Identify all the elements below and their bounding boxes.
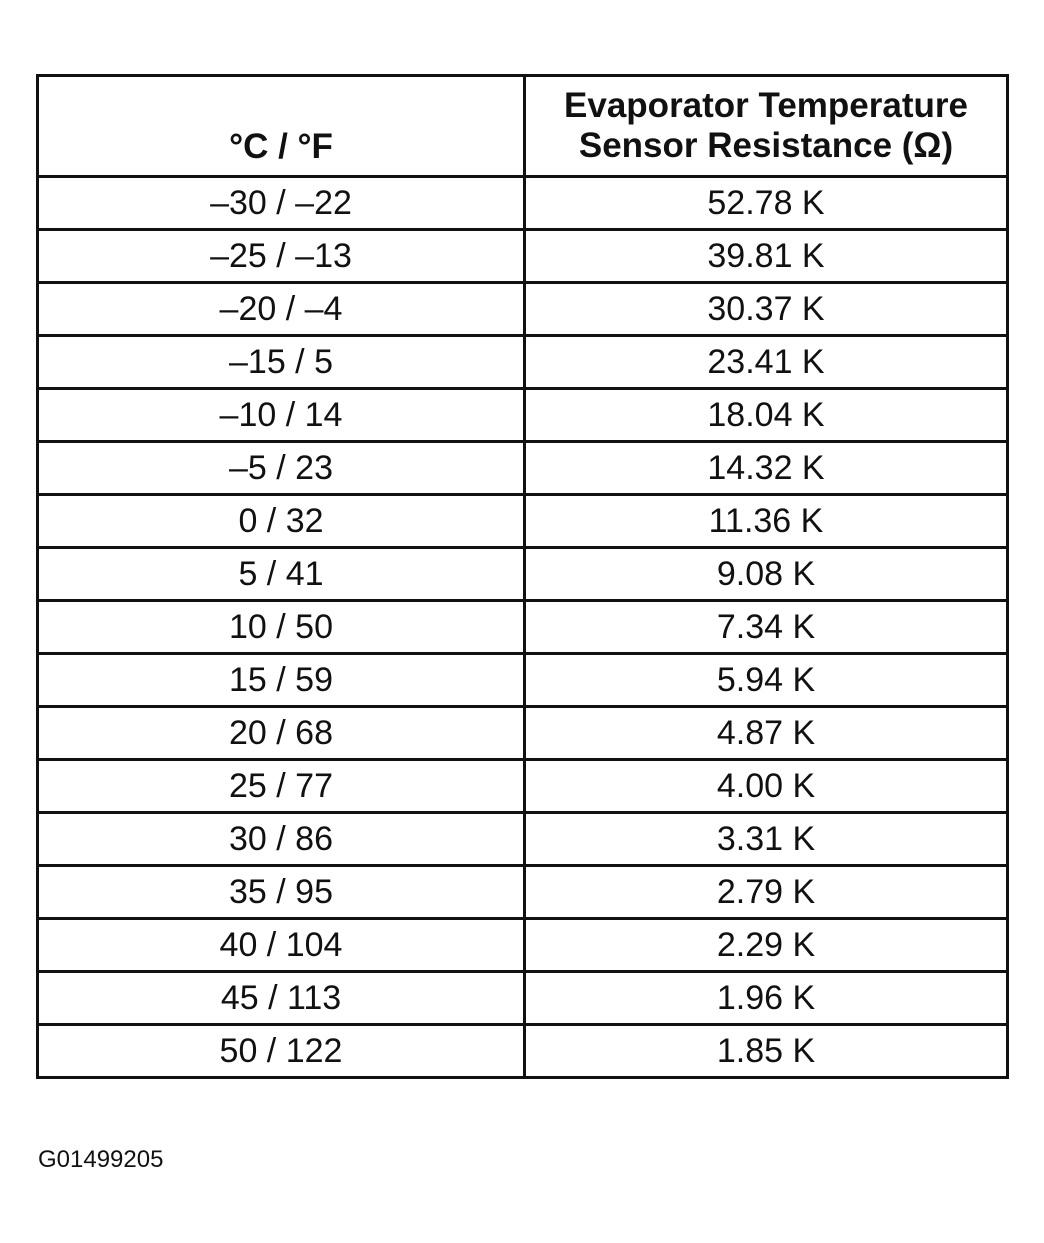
cell-resistance: 2.29 K [525,919,1008,972]
table-row [38,866,1008,919]
header-resistance-line2: Sensor Resistance (Ω) [578,126,954,165]
cell-resistance: 9.08 K [525,548,1008,601]
cell-temperature: 40 / 104 [38,919,525,972]
table-row [38,548,1008,601]
cell-temperature: 0 / 32 [38,495,525,548]
cell-temperature: 15 / 59 [38,654,525,707]
table-row [38,601,1008,654]
cell-resistance: 3.31 K [525,813,1008,866]
table-row [38,654,1008,707]
table-row [38,336,1008,389]
resistance-table-container [36,74,1008,1079]
cell-temperature: –15 / 5 [38,336,525,389]
cell-resistance: 30.37 K [525,283,1008,336]
table-header-row [38,76,1008,177]
header-temperature: °C / °F [38,76,525,177]
cell-resistance: 1.96 K [525,972,1008,1025]
table-row [38,972,1008,1025]
cell-resistance: 18.04 K [525,389,1008,442]
cell-temperature: –25 / –13 [38,230,525,283]
cell-temperature: 5 / 41 [38,548,525,601]
cell-resistance: 1.85 K [525,1025,1008,1078]
cell-temperature: –5 / 23 [38,442,525,495]
cell-temperature: 30 / 86 [38,813,525,866]
table-row [38,283,1008,336]
cell-resistance: 11.36 K [525,495,1008,548]
header-resistance [525,76,1008,177]
cell-resistance: 7.34 K [525,601,1008,654]
cell-resistance: 5.94 K [525,654,1008,707]
table-row [38,495,1008,548]
cell-resistance: 14.32 K [525,442,1008,495]
cell-resistance: 23.41 K [525,336,1008,389]
cell-temperature: –20 / –4 [38,283,525,336]
cell-resistance: 4.00 K [525,760,1008,813]
cell-temperature: 25 / 77 [38,760,525,813]
cell-resistance: 2.79 K [525,866,1008,919]
table-row [38,230,1008,283]
cell-temperature: 20 / 68 [38,707,525,760]
table-row [38,760,1008,813]
table-row [38,707,1008,760]
resistance-table [36,74,1009,1079]
header-resistance-line1: Evaporator Temperature [564,86,968,125]
cell-resistance: 4.87 K [525,707,1008,760]
table-row [38,177,1008,230]
table-row [38,442,1008,495]
cell-resistance: 39.81 K [525,230,1008,283]
cell-temperature: 35 / 95 [38,866,525,919]
figure-id: G01499205 [38,1146,164,1173]
table-row [38,813,1008,866]
table-row [38,919,1008,972]
cell-temperature: 10 / 50 [38,601,525,654]
table-row [38,1025,1008,1078]
cell-temperature: –30 / –22 [38,177,525,230]
cell-temperature: 45 / 113 [38,972,525,1025]
cell-resistance: 52.78 K [525,177,1008,230]
table-row [38,389,1008,442]
cell-temperature: 50 / 122 [38,1025,525,1078]
cell-temperature: –10 / 14 [38,389,525,442]
